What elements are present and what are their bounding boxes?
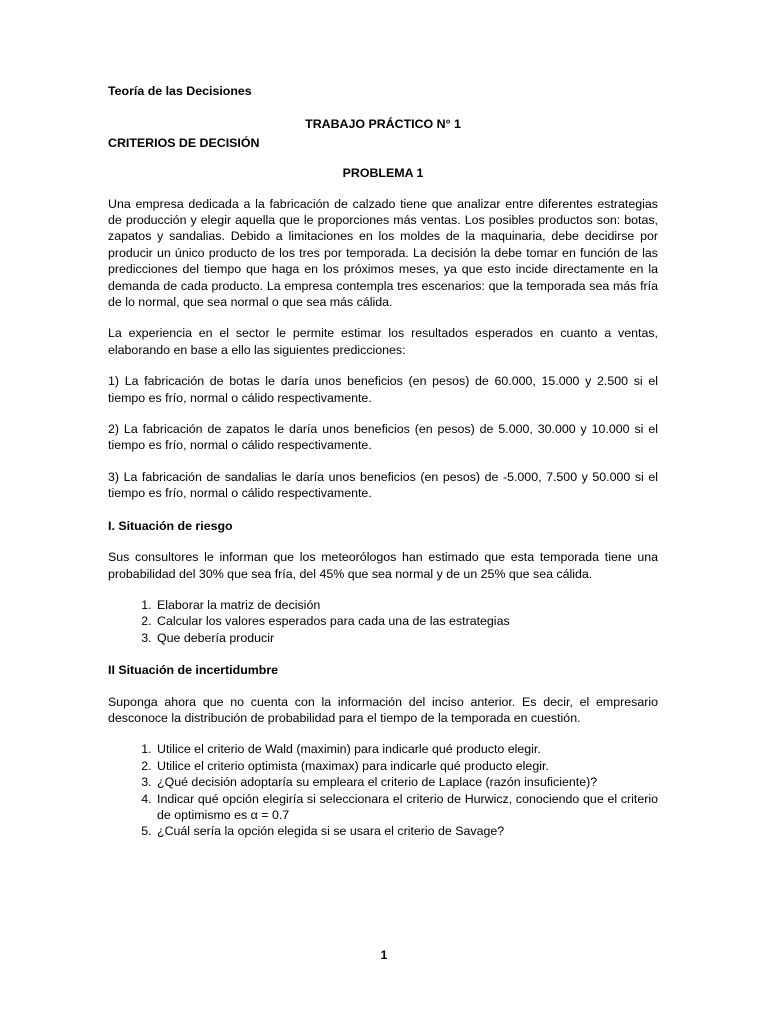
list-item: 5. ¿Cuál sería la opción elegida si se usara el criterio de Savage? <box>155 823 658 839</box>
uncertainty-heading: II Situación de incertidumbre <box>108 663 279 678</box>
risk-paragraph: Sus consultores le informan que los meteorólogos han estimado que esta temporada tiene una probabilidad del 30% que sea fría, del 45% que sea normal y de un 25% que sea cálida. <box>108 550 658 581</box>
list-item: 4. Indicar qué opción elegiría si seleccionara el criterio de Hurwicz, conociendo que el criterio de optimismo es α = 0.7 <box>155 791 658 824</box>
prediction-sandals: 3) La fabricación de sandalias le daría unos beneficios (en pesos) de -5.000, 7.500 y 50.000 si el tiempo es frío, normal o cálido respectivamente. <box>108 469 658 501</box>
course-title: Teoría de las Decisiones <box>108 84 252 98</box>
prediction-shoes: 2) La fabricación de zapatos le daría unos beneficios (en pesos) de 5.000, 30.000 y 10.000 si el tiempo es frío, normal o cálido respectivamente. <box>108 422 658 453</box>
list-item: 1. Utilice el criterio de Wald (maximin) para indicarle qué producto elegir. <box>155 741 658 757</box>
assignment-row <box>108 116 658 132</box>
uncertainty-task-list <box>108 741 658 839</box>
page-number: 1 <box>380 948 388 962</box>
list-item: 2. Utilice el criterio optimista (maximax) para indicarle qué producto elegir. <box>155 758 658 774</box>
problem-title: PROBLEMA 1 <box>342 166 424 181</box>
list-item: 1. Elaborar la matriz de decisión <box>155 597 658 613</box>
list-item: 3. Que debería producir <box>155 630 658 646</box>
uncertainty-paragraph: Suponga ahora que no cuenta con la información del inciso anterior. Es decir, el empresario desconoce la distribución de probabilidad para el tiempo de la temporada en cuestión. <box>108 694 658 725</box>
experience-paragraph: La experiencia en el sector le permite estimar los resultados esperados en cuanto a ventas, elaborando en base a ello las siguientes predicciones: <box>108 326 658 357</box>
assignment-title: TRABAJO PRÁCTICO N° 1 <box>305 117 461 132</box>
risk-heading: I. Situación de riesgo <box>108 518 233 533</box>
risk-task-list <box>108 597 658 646</box>
list-item: 3. ¿Qué decisión adoptaría su empleara el criterio de Laplace (razón insuficiente)? <box>155 774 658 790</box>
topic-title: CRITERIOS DE DECISIÓN <box>108 135 260 150</box>
intro-paragraph: Una empresa dedicada a la fabricación de calzado tiene que analizar entre diferentes estrategias de producción y elegir aquella que le proporciones más ventas. Los posibles productos son: botas, zapatos y sandalias. Debido a limitaciones en los moldes de la maquinaria, debe decidirse por producir un único producto de los tres por temporada. La decisión la debe tomar en función de las predicciones del tiempo que haga en los próximos meses, ya que esto incide directamente en la demanda de cada producto. La empresa contempla tres escenarios: que la temporada sea más fría de lo normal, que sea normal o que sea más cálida. <box>108 196 658 310</box>
list-item: 2. Calcular los valores esperados para cada una de las estrategias <box>155 613 658 629</box>
document-page <box>108 83 658 840</box>
prediction-boots: 1) La fabricación de botas le daría unos beneficios (en pesos) de 60.000, 15.000 y 2.500 si el tiempo es frío, normal o cálido respectivamente. <box>108 374 658 405</box>
